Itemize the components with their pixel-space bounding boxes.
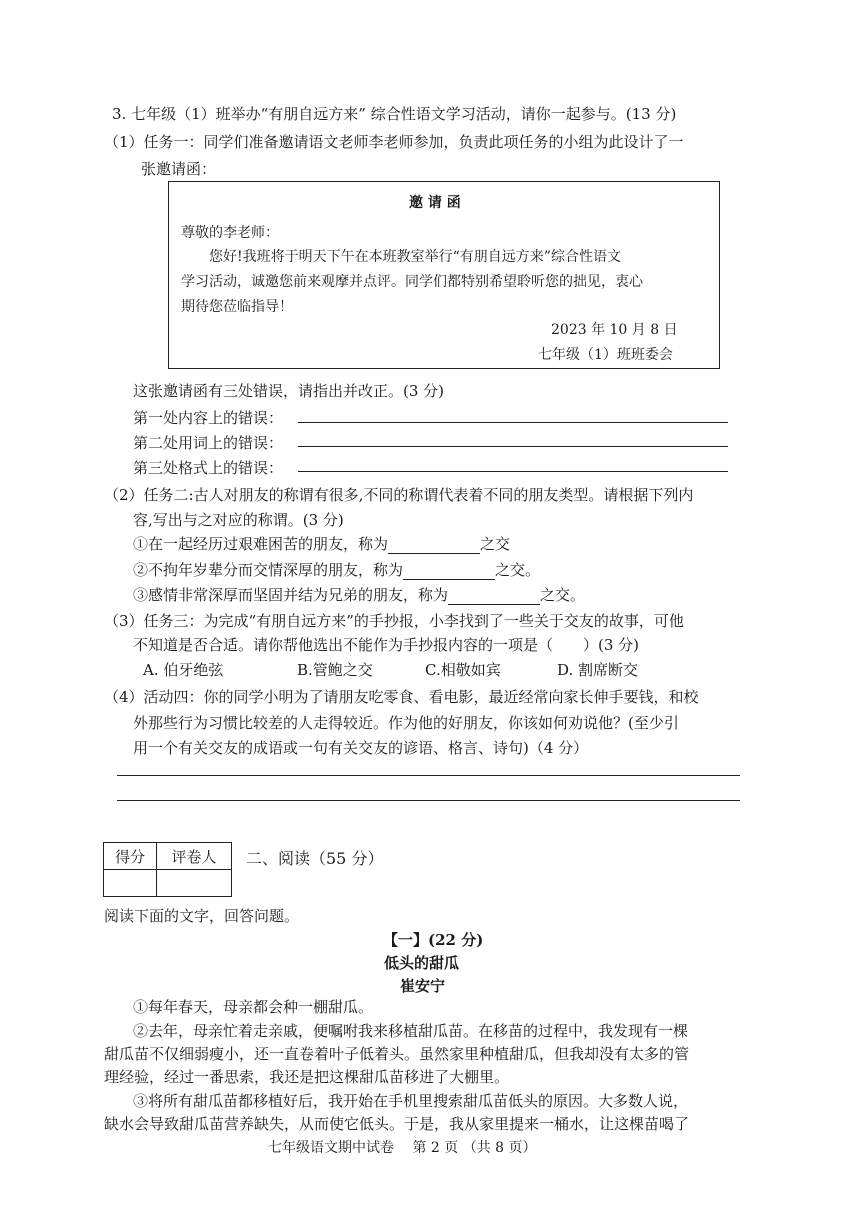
grader-header: 评卷人 xyxy=(157,843,232,870)
errors-prompt: 这张邀请函有三处错误，请指出并改正。(3 分) xyxy=(133,382,445,400)
error-3-label: 第三处格式上的错误： xyxy=(133,459,284,477)
paragraph-1: ①每年春天，母亲都会种一棚甜瓜。 xyxy=(133,998,374,1016)
task3-line1: （3）任务三：为完成“有朋自远方来”的手抄报，小李找到了一些关于交友的故事，可他 xyxy=(104,612,684,630)
task3-option-c[interactable]: C.相敬如宾 xyxy=(425,661,501,679)
reading-instruction: 阅读下面的文字，回答问题。 xyxy=(104,907,300,925)
task3-option-a[interactable]: A. 伯牙绝弦 xyxy=(143,661,224,679)
task2-line2: 容,写出与之对应的称谓。(3 分) xyxy=(133,511,344,529)
task1-line2: 张邀请函： xyxy=(141,160,217,178)
task2-item-1-blank[interactable] xyxy=(388,537,480,554)
task1-line1: （1）任务一：同学们准备邀请语文老师李老师参加，负责此项任务的小组为此设计了一 xyxy=(104,133,684,151)
task3-line2: 不知道是否合适。请你帮他选出不能作为手抄报内容的一项是（ ）(3 分) xyxy=(133,636,640,654)
invitation-body-2: 学习活动，诚邀您前来观摩并点评。同学们都特别希望聆听您的拙见，衷心 xyxy=(181,274,643,290)
invitation-signature: 七年级（1）班班委会 xyxy=(538,347,673,363)
section2-title: 二、阅读（55 分） xyxy=(246,849,384,868)
invitation-body-3: 期待您莅临指导！ xyxy=(181,299,293,315)
score-header: 得分 xyxy=(104,843,157,870)
error-2-answer-line[interactable] xyxy=(298,446,728,447)
page-footer: 七年级语文期中试卷 第 2 页 （共 8 页） xyxy=(268,1140,537,1156)
task2-item-2: ②不拘年岁辈分而交情深厚的朋友，称为 之交。 xyxy=(133,561,541,579)
score-table xyxy=(103,842,232,897)
invitation-body-1: 您好!我班将于明天下午在本班教室举行“有朋自远方来”综合性语文 xyxy=(209,249,621,265)
essay-author: 崔安宁 xyxy=(400,977,446,995)
grader-cell[interactable] xyxy=(157,870,232,897)
task4-line3: 用一个有关交友的成语或一句有关交友的谚语、格言、诗句)（4 分） xyxy=(133,739,589,757)
paragraph-3-line2: 缺水会导致甜瓜苗营养缺失，从而使它低头。于是，我从家里提来一桶水，让这棵苗喝了 xyxy=(104,1115,690,1133)
task4-line1: （4）活动四：你的同学小明为了请朋友吃零食、看电影，最近经常向家长伸手要钱，和校 xyxy=(104,688,699,706)
task4-answer-line-2[interactable] xyxy=(117,800,740,801)
error-1-answer-line[interactable] xyxy=(298,422,728,423)
invitation-salutation: 尊敬的李老师： xyxy=(181,225,279,241)
invitation-heading: 邀 请 函 xyxy=(409,195,461,211)
invitation-box xyxy=(168,181,720,369)
invitation-date: 2023 年 10 月 8 日 xyxy=(551,322,678,338)
task4-answer-line-1[interactable] xyxy=(117,775,740,776)
part-label: 【一】(22 分) xyxy=(383,931,484,949)
paragraph-2-line1: ②去年，母亲忙着走亲戚，便嘱咐我来移植甜瓜苗。在移苗的过程中，我发现有一棵 xyxy=(133,1022,689,1040)
question-3-title: 3. 七年级（1）班举办“有朋自远方来” 综合性语文学习活动，请你一起参与。(13 分) xyxy=(112,105,677,123)
task2-line1: （2）任务二:古人对朋友的称谓有很多,不同的称谓代表着不同的朋友类型。请根据下列内 xyxy=(104,486,694,504)
paragraph-3-line1: ③将所有甜瓜苗都移植好后，我开始在手机里搜索甜瓜苗低头的原因。大多数人说， xyxy=(133,1092,689,1110)
task3-option-b[interactable]: B.管鲍之交 xyxy=(297,661,373,679)
error-1-label: 第一处内容上的错误： xyxy=(133,409,284,427)
task4-line2: 外那些行为习惯比较差的人走得较近。作为他的好朋友，你该如何劝说他？(至少引 xyxy=(133,714,679,732)
task2-item-2-blank[interactable] xyxy=(403,563,495,580)
score-cell[interactable] xyxy=(104,870,157,897)
error-3-answer-line[interactable] xyxy=(298,471,728,472)
task3-option-d[interactable]: D. 割席断交 xyxy=(557,661,639,679)
task2-item-3: ③感情非常深厚而坚固并结为兄弟的朋友，称为 之交。 xyxy=(133,586,586,604)
task2-item-3-blank[interactable] xyxy=(448,588,540,605)
paragraph-2-line3: 理经验，经过一番思索，我还是把这棵甜瓜苗移进了大棚里。 xyxy=(104,1068,510,1086)
paragraph-2-line2: 甜瓜苗不仅细弱瘦小，还一直卷着叶子低着头。虽然家里种植甜瓜，但我却没有太多的管 xyxy=(104,1045,690,1063)
error-2-label: 第二处用词上的错误： xyxy=(133,434,284,452)
task2-item-1: ①在一起经历过艰难困苦的朋友，称为 之交 xyxy=(133,535,511,553)
essay-title: 低头的甜瓜 xyxy=(384,954,460,972)
